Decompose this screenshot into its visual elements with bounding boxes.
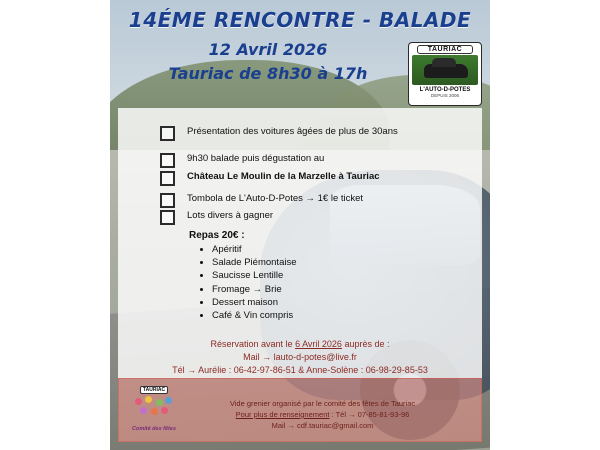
poster-title: 14ÉME RENCONTRE - BALADE [128,8,472,32]
club-logo-year: DEPUIS 2006 [430,93,459,98]
flowers-icon [131,396,177,426]
footer-line-2 [175,409,470,420]
footer-info [175,398,470,431]
checklist-item-4-label: Tombola de L'Auto-D-Potes → 1€ le ticket [187,193,364,204]
comite-label: Comité des fêtes [131,426,176,432]
poster-place-time: Tauriac de 8h30 à 17h [168,64,368,83]
reservation-deadline: 6 Avril 2026 [295,339,342,349]
meal-item: • Apéritif [212,243,297,256]
meal-item: • Salade Piémontaise [212,256,297,269]
reservation-phones: Tél → Aurélie : 06-42-97-86-51 & Anne-Solène : 06-98-29-85-53 [172,365,428,375]
reservation-mail: Mail → lauto-d-potes@live.fr [243,352,357,362]
meal-item: • Café & Vin compris [212,309,297,322]
comite-des-fetes-logo [128,386,180,436]
footer-line-3: Mail → cdf.tauriac@gmail.com [271,421,374,430]
vintage-car-shape [424,64,468,78]
checklist-item-5 [160,209,460,225]
club-logo [408,42,482,106]
meal-item: • Dessert maison [212,296,297,309]
meal-item: • Saucisse Lentille [212,269,297,282]
club-logo-top-label: TAURIAC [417,45,473,54]
checklist-item-1-label: Présentation des voitures âgées de plus de 30ans [187,126,398,137]
meal-list [198,243,297,322]
reservation-block [128,338,472,377]
footer-line-1: Vide grenier organisé par le comité des fêtes de Tauriac [229,399,416,408]
checklist-item-2 [160,152,460,168]
meal-item: • Fromage → Brie [212,283,297,296]
comite-badge-label: TAURIAC [140,386,168,394]
checkbox-icon[interactable] [160,153,175,168]
checklist-item-3 [160,170,460,186]
footer-line-2-post: : Tél → 07-85-81-93-96 [329,410,410,419]
checklist-item-2-label: 9h30 balade puis dégustation au [187,153,325,164]
reservation-line-1-pre: Réservation avant le [210,339,296,349]
checkbox-icon[interactable] [160,210,175,225]
checklist-item-3-label: Château Le Moulin de la Marzelle à Tauriac [187,171,380,182]
vintage-car-icon [412,55,478,85]
checklist-item-1 [160,125,460,141]
checklist-item-5-label: Lots divers à gagner [187,210,274,221]
checklist-item-4 [160,192,460,208]
reservation-line-1 [128,338,472,351]
checkbox-icon[interactable] [160,193,175,208]
checkbox-icon[interactable] [160,126,175,141]
poster-date: 12 Avril 2026 [208,40,328,59]
footer-line-2-underline: Pour plus de renseignement [235,410,330,419]
reservation-line-1-post: auprès de : [341,339,390,349]
meal-title: Repas 20€ : [189,230,245,241]
club-logo-bottom-label: L'AUTO-D-POTES [419,87,471,93]
checkbox-icon[interactable] [160,171,175,186]
